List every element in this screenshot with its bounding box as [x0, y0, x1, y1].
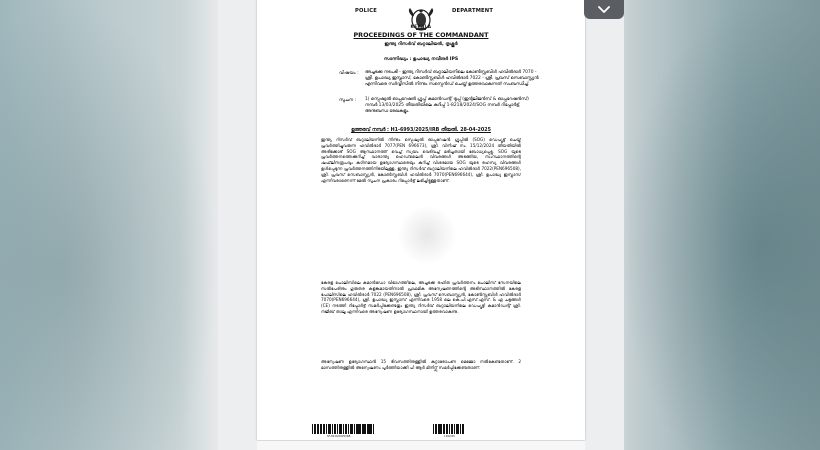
reference-label: സൂചന : — [339, 98, 357, 103]
next-page-edge — [257, 441, 585, 450]
order-number: ഉത്തരവ് നമ്പർ : H1-6993/2025/IRB തീയതി. 28-04-2025 — [351, 128, 491, 133]
background-right — [620, 0, 820, 450]
document-page — [257, 0, 585, 440]
reference-text: 1) സ്പെഷ്യൽ ഓപ്പറേഷൻ ഗ്രൂപ്പ് കമാൻഡന്റ് ട്രൂപ്പ് (ഇന്റലിജൻസ് & ഓപ്പറേഷൻസ്) നമ്പർ 13/03/2025 തീയതിയിലെ കുറിപ്പ് 1-8218/2024/SOG നമ്പർ റിപ്പോർട്ട്, അനുബന്ധ രേഖകളും. — [365, 97, 529, 115]
authority-line: സാന്നിദ്ധ്യം : ഉപാദ്ധ്യ നവീന്ദർ IPS — [383, 57, 459, 62]
chevron-down-icon — [598, 6, 610, 14]
collapse-viewer-button[interactable] — [584, 0, 624, 19]
office-line: ഇന്ത്യ റിസർവ് ബറ്റാലിയൻ, തൃശ്ശൂർ — [384, 42, 458, 47]
subject-label: വിഷയം : — [339, 71, 359, 76]
subject-text: അച്ചടക്ക നടപടി - ഇന്ത്യ റിസർവ് ബറ്റാലിയനിലെ കോൺസ്റ്റബിൾ ഹവിൽദാർ 7070 - ശ്രീ. ഉപാദ്ധ്യ ഇസ്ലാസ്, കോൺസ്റ്റബിൾ ഹവിൽദാർ 7022 - ശ്രീ. പ്രവസ് സെബാസ്റ്റ്യൻ എന്നിവരെ സർവ്വീസിൽ നിന്നും സസ്പെൻഡ് ചെയ്ത് ഉത്തരവാകുന്നത് സംബന്ധിച്ച്. — [365, 70, 539, 88]
paragraph-2: കേരള പോലീസിലെ കമാൻഡോ വിഭാഗത്തിലെ, അച്ചടക്ക രഹിത പ്രവർത്തനം പോലീസ് സേനയിലെ സൽപേരിനും ഗുരുതര കളങ്കമായതിനാൽ പ്രാഥമിക അന്വേഷണത്തിന്റെ അടിസ്ഥാനത്തിൽ കേരള പോലീസിലെ ഹവിൽദാർ 7022 (PEN696508), ശ്രീ. പ്രവസ് സെബാസ്റ്റ്യൻ, കോൺസ്റ്റബിൾ ഹവിൽദാർ 7070(PEN696644), ശ്രീ. ഉപാദ്ധ്യ ഇസ്ലാസ് എന്നിവരെ 1958 ലെ കെ.പി.എസ്.എസ്. & എ ചട്ടങ്ങൾ (CE) നടത്തി റിപ്പോർട്ട് സമർപ്പിക്കേണ്ടതും ഇന്ത്യ റിസർവ് ബറ്റാലിയനിലെ ഡെപ്യൂട്ടി കമാൻഡന്റ് ശ്രീ. നജീബ് താലൂ എന്നിവരെ അന്വേഷണ ഉദ്യോഗസ്ഥനായി ഉത്തരവാകുന്നു. — [321, 280, 521, 314]
background-left — [0, 0, 218, 450]
header-left: POLICE — [355, 8, 377, 14]
state-name: KERALA — [410, 24, 432, 29]
watermark-seal — [397, 205, 457, 265]
paragraph-1: ഇന്ത്യ റിസർവ് ബറ്റാലിയനിൽ നിന്നും സ്പെഷ്യൽ ഓപ്പറേഷൻ ഗ്രൂപ്പിൽ (SOG) ഡെപ്യൂട്ട് ചെയ്ത് പ്രവർത്തിച്ചുവരുന്ന ഹവിൽദാർ 7077(PEN 696673), ശ്രീ. വിനീഷ് നം. 15/12/2024 തീയതിയിൽ അരീക്കോട് SOG ആസ്ഥാനത്ത് വെച്ച് സ്വയം വെടിവച്ച് മരിച്ചതായി ബോധ്യപ്പെട്ടു. SOG യുടെ പ്രവർത്തനത്തെക്കുറിച്ച് വാരാന്ത്യ ഹെഡ്‌ലൈൻ വിവരങ്ങൾ അടങ്ങിയ, സംസ്ഥാനത്തിന്റെ ഷഫ്‌ലീനരൂപവും കഠിനമായ ഉദ്യോഗസ്ഥരെയും കുറിച്ച് വിശദമായ SOG യുടെ രഹസ്യ വിവരങ്ങൾ ഉൾപ്പെടുന്ന പ്രവർത്തനത്തിനിടയിലുള്ള, ഇന്ത്യ റിസർവ് ബറ്റാലിയനിലെ ഹവിൽദാർ 7022(PEN696508), ശ്രീ. പ്രവസ് സെബാസ്റ്റ്യൻ, കോൺസ്റ്റബിൾ ഹവിൽദാർ 7070(PEN696644), ശ്രീ. ഉപാദ്ധ്യ ഇസ്ലാസ് എന്നിവരാണെന്ന് മേൽ സൂചന പ്രകാരം റിപ്പോർട്ട് ലഭിച്ചിട്ടുള്ളതാണ്. — [321, 137, 521, 183]
header-right: DEPARTMENT — [452, 8, 494, 14]
barcode-left-caption: SF-8210/2025/IRB — [327, 435, 351, 438]
barcode-right-caption: 1182/25 — [444, 435, 455, 438]
document-title: PROCEEDINGS OF THE COMMANDANT — [353, 31, 489, 39]
paragraph-3: അന്വേഷണ ഉദ്യോഗസ്ഥൻ 15 ദിവസത്തിനുള്ളിൽ കുറ്റാരോപണ മെമ്മോ നൽകേണ്ടതാണ്. 2 മാസത്തിനുള്ളിൽ അന്വേഷണം പൂർത്തിയാക്കി പി ആർ മിനിറ്റ്സ് സമർപ്പിക്കേണ്ടതാണ്. — [321, 359, 521, 370]
